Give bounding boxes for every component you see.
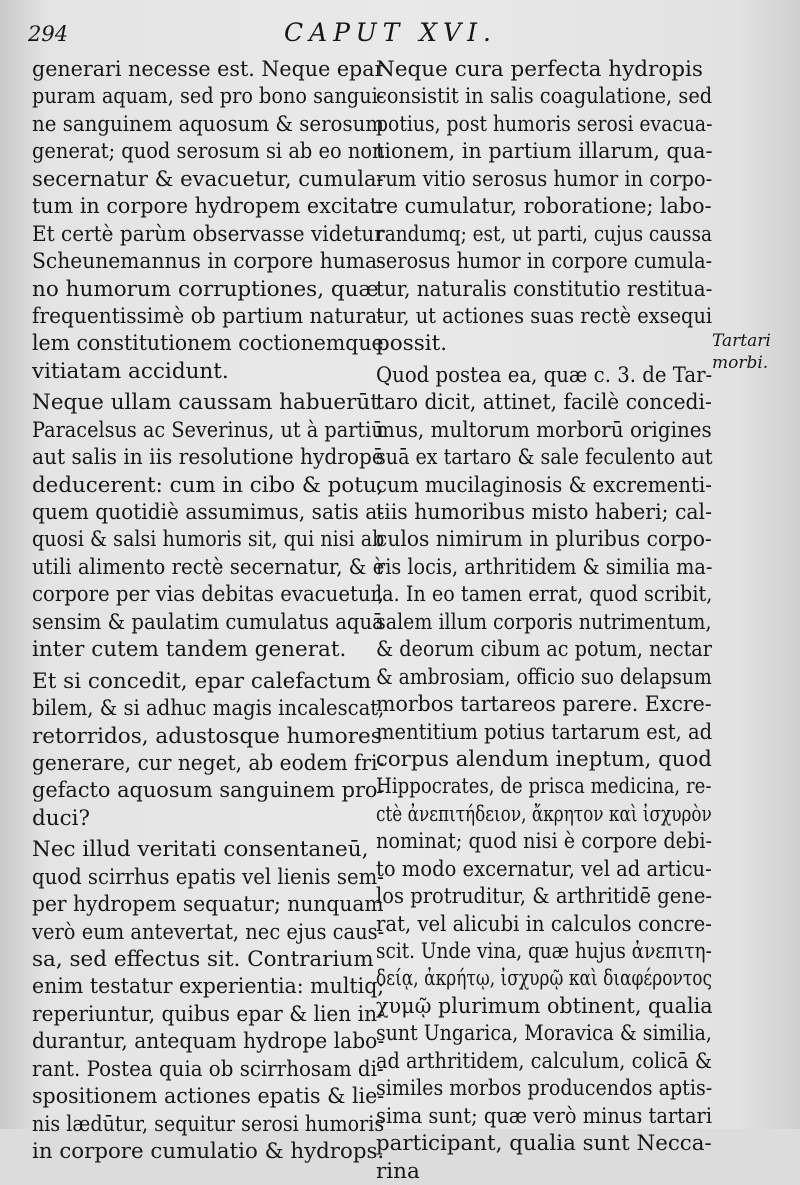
text-line: cum mucilaginosis & excrementi-	[376, 472, 712, 498]
marginal-note-line: Tartari	[712, 331, 771, 351]
page-number: 294	[28, 22, 69, 46]
text-line: tum in corpore hydropem excitat.	[32, 194, 385, 220]
text-line: quem quotidiè assumimus, satis a-	[32, 500, 385, 525]
text-line: corpus alendum ineptum, quod	[376, 746, 712, 772]
text-line: deducerent: cum in cibo & potu,	[32, 472, 384, 498]
marginal-note-line: morbi.	[712, 353, 769, 373]
text-line: & deorum cibum ac potum, nectar	[376, 637, 712, 663]
text-line: tur, ut actiones suas rectè exsequi	[376, 303, 713, 329]
text-line: sima sunt; quæ verò minus tartari	[376, 1103, 713, 1129]
text-line: sa, sed effectus sit. Contrarium	[32, 947, 374, 972]
text-line: tur, naturalis constitutio restitua-	[376, 276, 713, 302]
text-line: consistit in salis coagulatione, sed	[376, 84, 713, 110]
text-line: possit.	[376, 331, 448, 357]
left-text-column	[32, 56, 384, 1166]
text-line: re cumulatur, roboratione; labo-	[376, 194, 712, 220]
text-line: ad arthritidem, calculum, colicā &	[376, 1048, 713, 1074]
text-line: per hydropem sequatur; nunquam	[32, 892, 384, 918]
text-line: no humorum corruptiones, quæ	[32, 276, 379, 302]
text-line: duci?	[32, 805, 91, 831]
text-line: tiis humoribus misto haberi; cal-	[376, 500, 712, 525]
text-line: los protruditur, & arthritidē gene-	[376, 884, 712, 910]
text-line: reperiuntur, quibus epar & lien in-	[32, 1001, 384, 1027]
text-line: randumq; est, ut parti, cujus caussa	[376, 221, 713, 247]
text-line: Neque ullam caussam habuerūt	[32, 390, 379, 416]
text-line: suā ex tartaro & sale feculento aut	[376, 445, 713, 471]
text-line: puram aquam, sed pro bono sangui-	[32, 84, 385, 110]
text-line: participant, qualia sunt Necca-	[376, 1131, 712, 1157]
text-line: bilem, & si adhuc magis incalescat,	[32, 696, 385, 722]
text-line: durantur, antequam hydrope labo-	[32, 1029, 385, 1055]
text-line: potius, post humoris serosi evacua-	[376, 111, 713, 137]
text-line: aut salis in iis resolutione hydropē	[32, 445, 384, 471]
text-line: generari necesse est. Neque epar	[32, 57, 385, 82]
text-line: ris locis, arthritidem & similia ma-	[376, 554, 713, 580]
text-line: frequentissimè ob partium natura-	[32, 303, 384, 329]
running-head: CAPUT XVI.	[284, 18, 497, 47]
text-line: utili alimento rectè secernatur, & è	[32, 554, 385, 580]
text-line: similes morbos producendos aptis-	[376, 1076, 713, 1102]
text-line: morbos tartareos parere. Excre-	[376, 692, 712, 718]
text-line: ctè ἀνεπιτήδειον, ἄκρητον καὶ ἰσχυρὸν	[376, 801, 712, 827]
text-line: nominat; quod nisi è corpore debi-	[376, 829, 712, 855]
text-line: inter cutem tandem generat.	[32, 637, 347, 663]
text-line: la. In eo tamen errat, quod scribit,	[376, 582, 713, 608]
text-line: sensim & paulatim cumulatus aquā	[32, 609, 384, 635]
text-line: Paracelsus ac Severinus, ut à partiū	[32, 417, 384, 443]
text-line: lem constitutionem coctionemque	[32, 331, 384, 357]
text-line: scit. Unde vina, quæ hujus ἀνεπιτη-	[376, 939, 712, 964]
text-line: Et certè parùm observasse videtur	[32, 221, 384, 247]
text-line: rina	[376, 1158, 420, 1184]
text-line: rant. Postea quia ob scirrhosam di-	[32, 1056, 384, 1082]
marginal-note	[712, 330, 771, 374]
text-line: enim testatur experientia: multiq;	[32, 974, 385, 1000]
text-line: tionem, in partium illarum, qua-	[376, 139, 713, 165]
text-line: & ambrosiam, officio suo delapsum	[376, 664, 712, 690]
text-line: generat; quod serosum si ab eo non	[32, 139, 385, 165]
text-line: rum vitio serosus humor in corpo-	[376, 166, 713, 192]
text-line: taro dicit, attinet, facilè concedi-	[376, 390, 712, 416]
text-line: rat, vel alicubi in calculos concre-	[376, 911, 712, 937]
text-line: Scheunemannus in corpore huma-	[32, 249, 384, 275]
text-line: Et si concedit, epar calefactum	[32, 668, 372, 694]
text-line: Neque cura perfecta hydropis	[376, 57, 703, 82]
text-line: secernatur & evacuetur, cumula-	[32, 166, 384, 192]
text-line: Quod postea ea, quæ c. 3. de Tar-	[376, 362, 713, 388]
text-line: in corpore cumulatio & hydrops.	[32, 1139, 385, 1165]
text-line: sunt Ungarica, Moravica & similia,	[376, 1021, 712, 1047]
text-line: corpore per vias debitas evacuetur,	[32, 582, 384, 608]
text-line: culos nimirum in pluribus corpo-	[376, 527, 712, 553]
text-line: salem illum corporis nutrimentum,	[376, 609, 712, 635]
text-line: gefacto aquosum sanguinem pro-	[32, 778, 385, 804]
text-line: χυμῷ plurimum obtinent, qualia	[376, 993, 713, 1019]
text-line: spositionem actiones epatis & lie-	[32, 1084, 385, 1110]
text-line: mus, multorum morborū origines	[376, 417, 712, 443]
text-line: mentitium potius tartarum est, ad	[376, 719, 713, 745]
text-line: retorridos, adustosque humores	[32, 723, 382, 749]
text-line: vitiatam accidunt.	[32, 358, 229, 384]
text-line: nis lædūtur, sequitur serosi humoris	[32, 1111, 385, 1137]
page-header	[0, 10, 800, 50]
text-line: to modo excernatur, vel ad articu-	[376, 856, 712, 882]
text-line: serosus humor in corpore cumula-	[376, 249, 713, 275]
right-text-column	[376, 56, 712, 1185]
text-line: ne sanguinem aquosum & serosum	[32, 111, 385, 137]
text-line: Nec illud veritati consentaneū,	[32, 837, 369, 863]
text-line: verò eum antevertat, nec ejus caus-	[32, 919, 385, 945]
text-line: quosi & salsi humoris sit, qui nisi ab	[32, 527, 385, 553]
text-line: Hippocrates, de prisca medicina, re-	[376, 774, 712, 800]
text-line: quod scirrhus epatis vel lienis sem-	[32, 864, 384, 890]
text-line: δείᾳ, ἀκρήτῳ, ἰσχυρῷ καὶ διαφέροντος	[376, 966, 713, 992]
text-line: generare, cur neget, ab eodem fri-	[32, 750, 385, 776]
